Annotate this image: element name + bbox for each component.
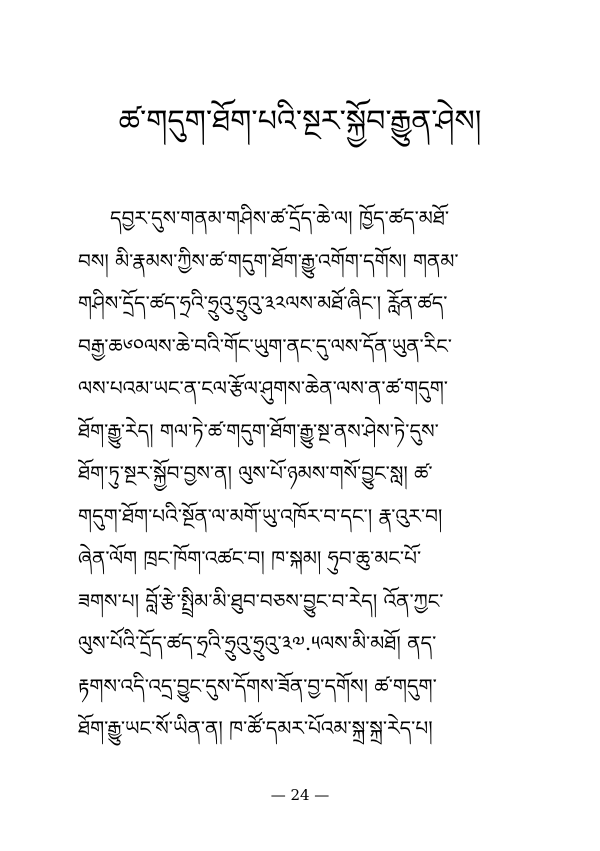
body-line: ཐོག་ཏུ་སྔར་སྐྱོབ་བྱས་ན། ལུས་པོ་ཉམས་གསོ་བྱུང་སླ། ཚ་: [78, 461, 433, 485]
body-line: ལུས་པོའི་དྲོད་ཚད་ཧྲའི་ཧྲུའུ་ཧྲུའུ་༣༧.༥ལས་མི་མཐོ། ནད་: [78, 631, 437, 655]
page-number: — 24 —: [270, 786, 330, 804]
body-line: ཐོག་རྒྱུ་ཡང་སོ་ཡིན་ན། ཁ་ཚོ་དམར་པོའམ་སྐྲ་སྐྲ་རེད་པ།: [78, 716, 433, 740]
body-line: བརྒྱ་ཆ༦༠ལས་ཆེ་བའི་གོང་ཡུག་ནང་དུ་ལས་དོན་ཡུན་རིང་: [78, 333, 452, 358]
body-line: ཐོག་རྒྱུ་རེད། གལ་ཏེ་ཚ་གདུག་ཐོག་རྒྱུ་སྔ་ནས་ཤེས་ཏེ་དུས་: [78, 418, 439, 443]
body-line: དབྱར་དུས་གནམ་གཤིས་ཚ་དྲོད་ཆེ་ལ། ཁྱོད་ཚད་མཐོ་: [110, 206, 450, 230]
page-title: ཚ་གདུག་ཐོག་པའི་སྔར་སྐྱོབ་རྒྱུན་ཤེས།: [118, 104, 482, 139]
body-line: ལས་པའམ་ཡང་ན་ངལ་རྩོལ་ཤུགས་ཆེན་ལས་ན་ཚ་གདུག་: [78, 376, 448, 400]
body-line: རྟགས་འདི་འདྲ་བྱུང་དུས་དོགས་ཟོན་བྱ་དགོས། ཚ་གདུག་: [78, 673, 437, 698]
body-line: བས། མི་རྣམས་ཀྱིས་ཚ་གདུག་ཐོག་རྒྱུ་འགོག་དགོས། གནམ་: [78, 248, 459, 273]
body-line: ཟགས་པ། བློ་རྩེ་སྤྲིམ་མི་ཐུབ་བཅས་བྱུང་བ་རེད། འོན་ཀྱང་: [78, 588, 444, 613]
body-text: [78, 197, 530, 750]
body-line: ཞེན་ལོག ཁྲང་ཁོག་འཚང་བ། ཁ་སྐམ། ཧུབ་ཆུ་མང་པོ་: [78, 546, 422, 570]
body-line: གཤིས་དྲོད་ཚད་ཧྲའི་ཧྲུའུ་ཧྲུའུ་༣༢ལས་མཐོ་ཞིང་། རློན་ཚད་: [78, 291, 448, 315]
body-line: གདུག་ཐོག་པའི་སྔོན་ལ་མགོ་ཡུ་འཁོར་བ་དང་། རྣ་འུར་བ།: [78, 503, 443, 528]
